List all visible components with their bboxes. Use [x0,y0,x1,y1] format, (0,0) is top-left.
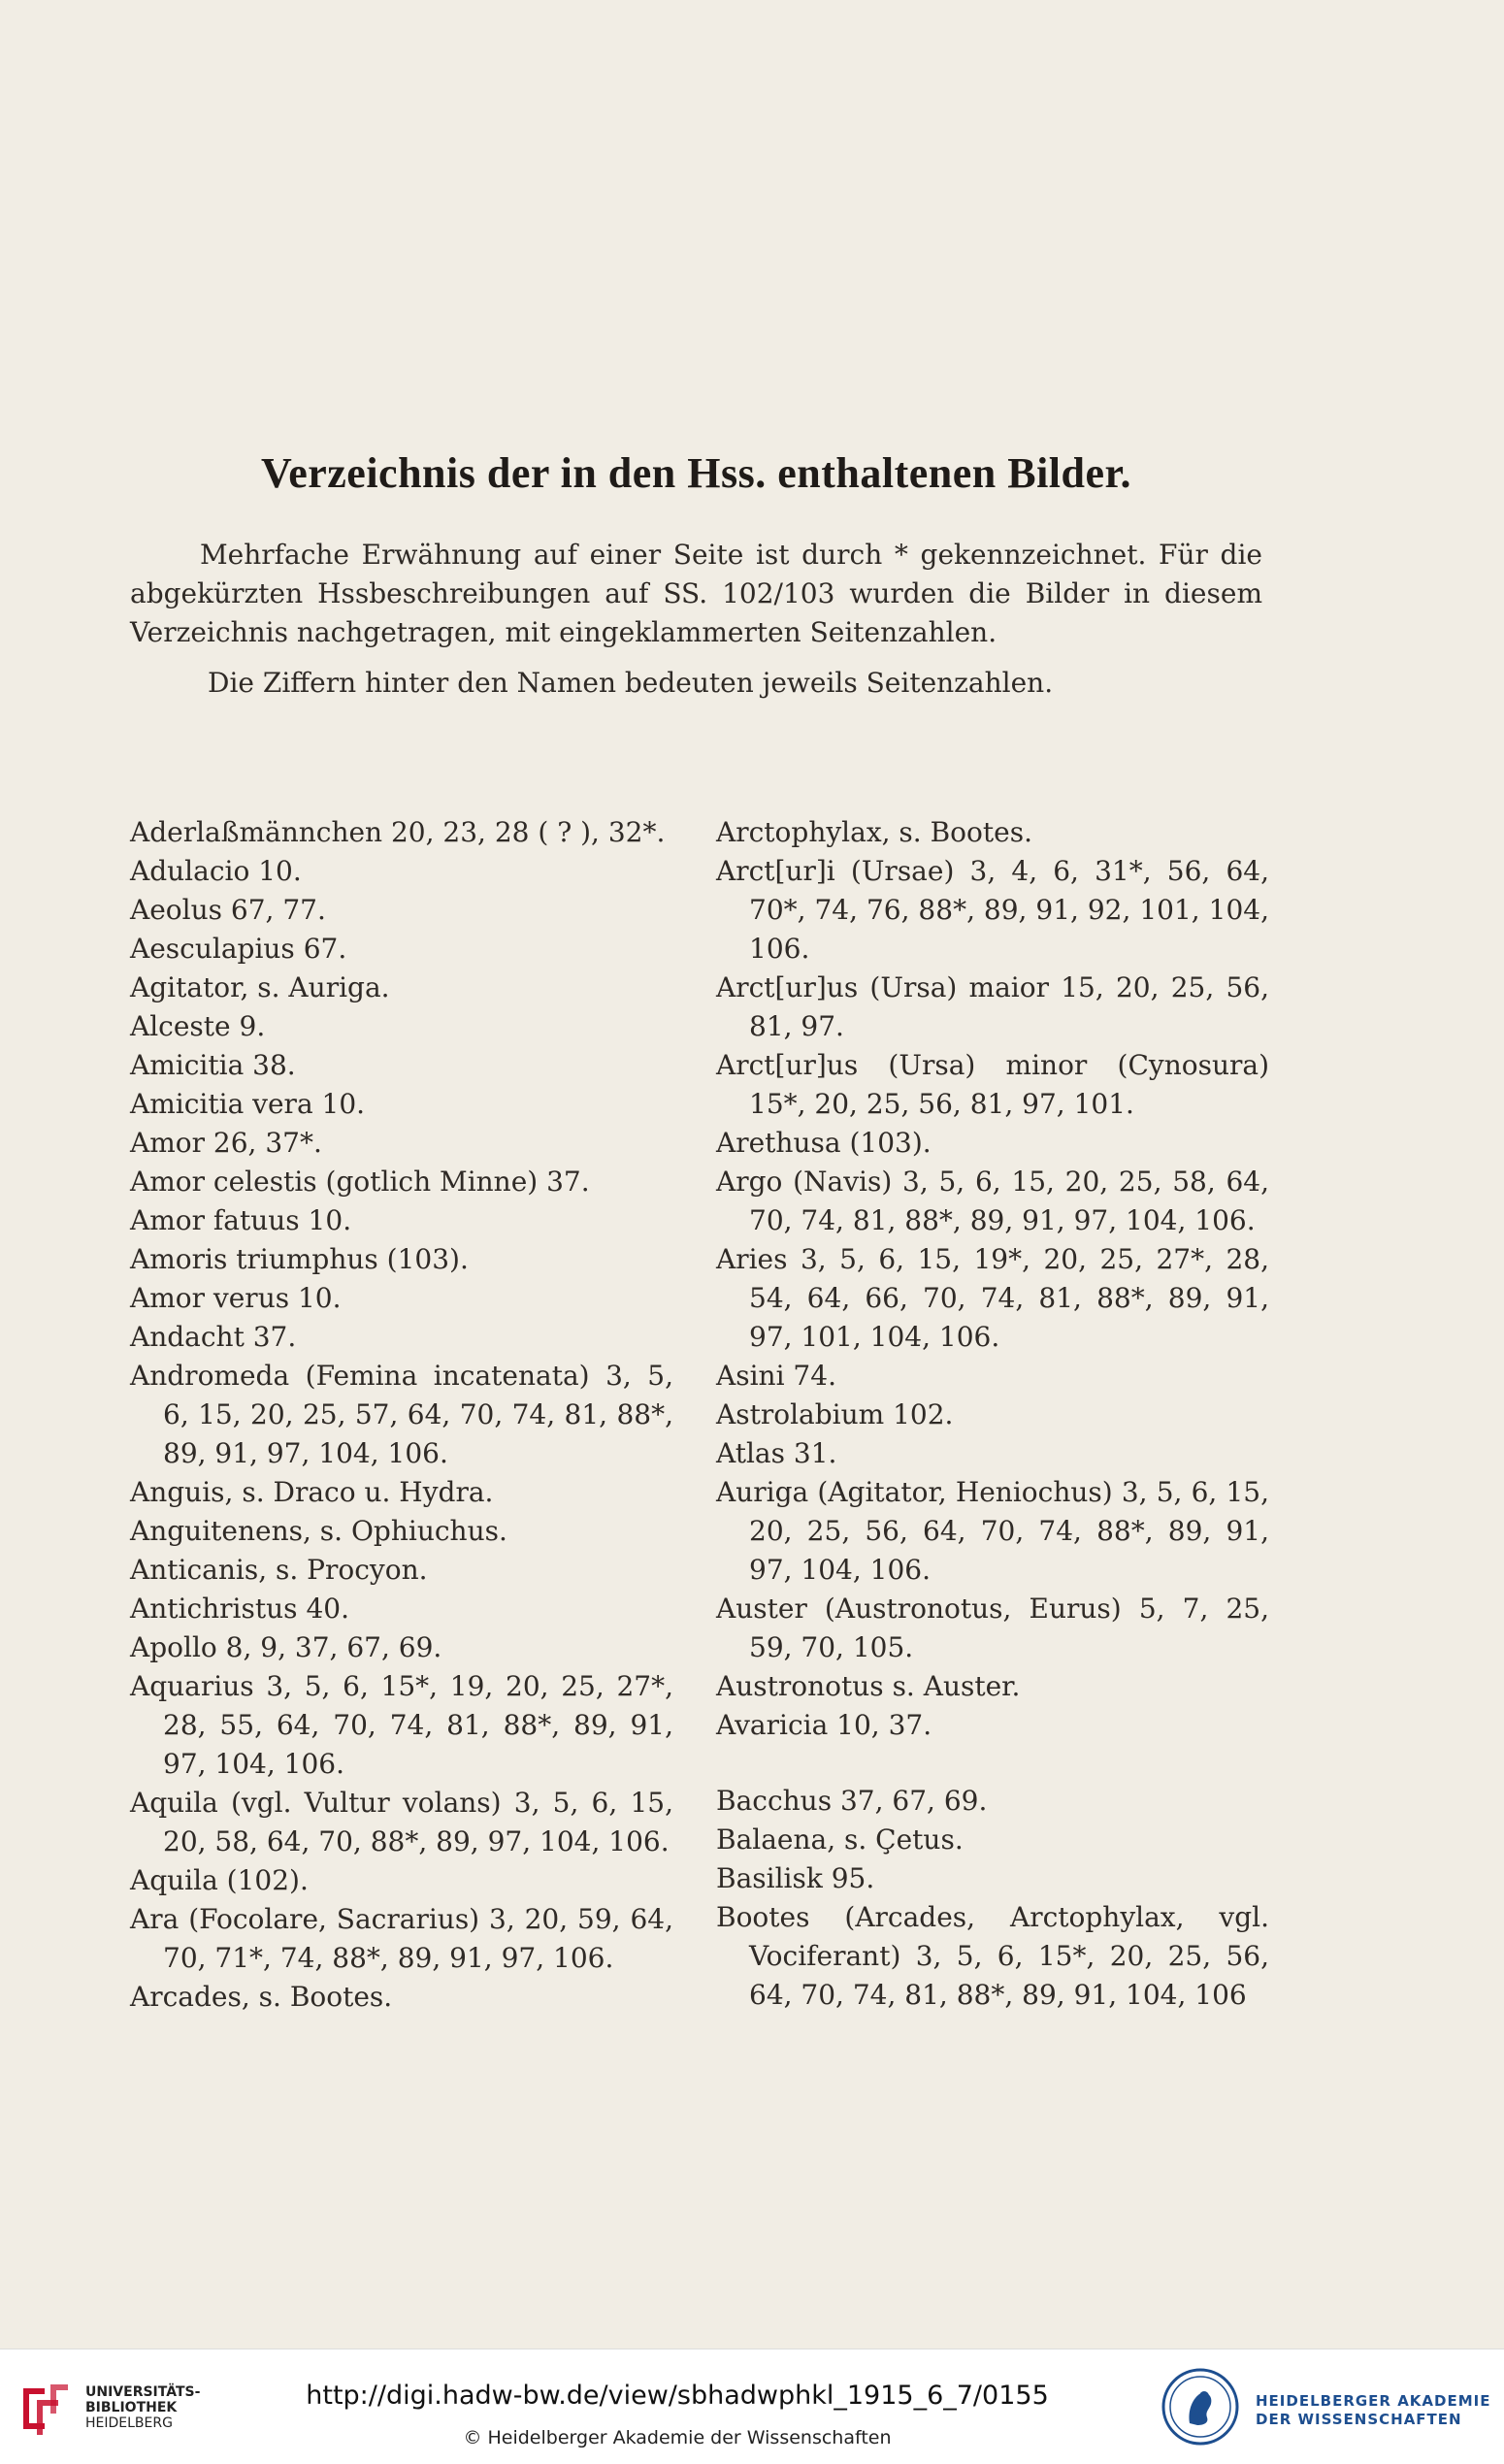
index-entry: Anguis, s. Draco u. Hydra. [130,1476,494,1508]
index-entry: Basilisk 95. [716,1862,875,1894]
index-entry: Arct[ur]us (Ursa) maior 15, 20, 25, 56, 81, 97. [716,971,1269,1042]
footer-bar [0,2349,1504,2464]
academy-seal-icon [1161,2367,1240,2447]
index-entry: Arcades, s. Bootes. [130,1981,393,2013]
index-entry: Avaricia 10, 37. [716,1709,932,1741]
index-entry: Bacchus 37, 67, 69. [716,1785,988,1817]
index-entry: Arctophylax, s. Bootes. [716,816,1032,848]
index-entry: Balaena, s. Çetus. [716,1823,964,1856]
index-entry: Ara (Focolare, Sacrarius) 3, 20, 59, 64, 70, 71*, 74, 88*, 89, 91, 97, 106. [130,1903,673,1974]
index-entry: Aeolus 67, 77. [130,894,326,926]
index-entry: Aquila (vgl. Vultur volans) 3, 5, 6, 15, 20, 58, 64, 70, 88*, 89, 97, 104, 106. [130,1787,673,1857]
index-entry: Auriga (Agitator, Heniochus) 3, 5, 6, 15, 20, 25, 56, 64, 70, 74, 88*, 89, 91, 97, 104, 106. [716,1476,1269,1586]
index-entry: Agitator, s. Auriga. [130,971,390,1003]
index-entry: Amicitia 38. [130,1049,296,1081]
index-entry: Aquila (102). [130,1864,309,1896]
index-entry: Antichristus 40. [130,1593,349,1625]
index-entry: Amor celestis (gotlich Minne) 37. [130,1166,590,1198]
index-entry: Arct[ur]us (Ursa) minor (Cynosura) 15*, 20, 25, 56, 81, 97, 101. [716,1049,1269,1120]
academy-name [1256,2392,1491,2429]
index-entry: Arethusa (103). [716,1127,932,1159]
intro-paragraph-2: Die Ziffern hinter den Namen bedeuten jeweils Seitenzahlen. [208,667,1054,699]
index-entry: Amoris triumphus (103). [130,1243,469,1275]
index-right-column [716,813,1269,2015]
index-entry: Bootes (Arcades, Arctophylax, vgl. Vociferant) 3, 5, 6, 15*, 20, 25, 56, 64, 70, 74, 81, 88*, 89, 91, 104, 106 [716,1901,1269,2011]
index-entry: Andromeda (Femina incatenata) 3, 5, 6, 15, 20, 25, 57, 64, 70, 74, 81, 88*, 89, 91, 97, 104, 106. [130,1360,673,1469]
academy-name-line: DER WISSENSCHAFTEN [1256,2411,1462,2428]
index-entry: Asini 74. [716,1360,836,1392]
academy-name-line: HEIDELBERGER AKADEMIE [1256,2392,1491,2410]
library-name-line: UNIVERSITÄTS- [85,2384,201,2400]
library-name-line: BIBLIOTHEK [85,2400,178,2415]
index-entry: Amor fatuus 10. [130,1204,352,1236]
index-entry: Aderlaßmännchen 20, 23, 28 ( ? ), 32*. [130,816,666,848]
index-entry: Amor 26, 37*. [130,1127,322,1159]
index-entry: Apollo 8, 9, 37, 67, 69. [130,1631,442,1663]
library-name [85,2384,200,2431]
index-entry: Astrolabium 102. [716,1398,954,1430]
index-entry: Argo (Navis) 3, 5, 6, 15, 20, 25, 58, 64, 70, 74, 81, 88*, 89, 91, 97, 104, 106. [716,1166,1269,1236]
intro-text [130,536,1262,703]
intro-paragraph-1: Mehrfache Erwähnung auf einer Seite ist durch * gekennzeichnet. Für die abgekürzten Hssbeschreibungen auf SS. 102/103 wurden die Bilder in diesem Verzeichnis nachgetragen, mit eingeklammerten Seitenzahlen. [130,539,1262,648]
university-library-logo-icon [16,2379,76,2439]
index-entry: Anguitenens, s. Ophiuchus. [130,1515,507,1547]
copyright-notice: © Heidelberger Akademie der Wissenschaften [463,2427,892,2448]
index-entry: Aesculapius 67. [130,933,347,965]
index-entry: Aquarius 3, 5, 6, 15*, 19, 20, 25, 27*, 28, 55, 64, 70, 74, 81, 88*, 89, 91, 97, 104, 106. [130,1670,673,1780]
index-entry: Arct[ur]i (Ursae) 3, 4, 6, 31*, 56, 64, 70*, 74, 76, 88*, 89, 91, 92, 101, 104, 106. [716,855,1269,965]
index-entry: Andacht 37. [130,1321,297,1353]
library-name-line: HEIDELBERG [85,2415,173,2431]
index-entry: Amicitia vera 10. [130,1088,366,1120]
index-entry: Auster (Austronotus, Eurus) 5, 7, 25, 59, 70, 105. [716,1593,1269,1663]
index-entry: Aries 3, 5, 6, 15, 19*, 20, 25, 27*, 28, 54, 64, 66, 70, 74, 81, 88*, 89, 91, 97, 101, 104, 106. [716,1243,1269,1353]
index-entry: Alceste 9. [130,1010,266,1042]
index-entry: Amor verus 10. [130,1282,342,1314]
index-left-column [130,813,673,2017]
index-entry: Austronotus s. Auster. [716,1670,1021,1702]
index-entry: Anticanis, s. Procyon. [130,1554,428,1586]
index-entry: Atlas 31. [716,1437,837,1469]
page-title: Verzeichnis der in den Hss. enthaltenen Bilder. [260,449,1132,497]
index-entry: Adulacio 10. [130,855,302,887]
section-gap [716,1745,1269,1782]
permalink-url[interactable]: http://digi.hadw-bw.de/view/sbhadwphkl_1915_6_7/0155 [306,2381,1049,2411]
